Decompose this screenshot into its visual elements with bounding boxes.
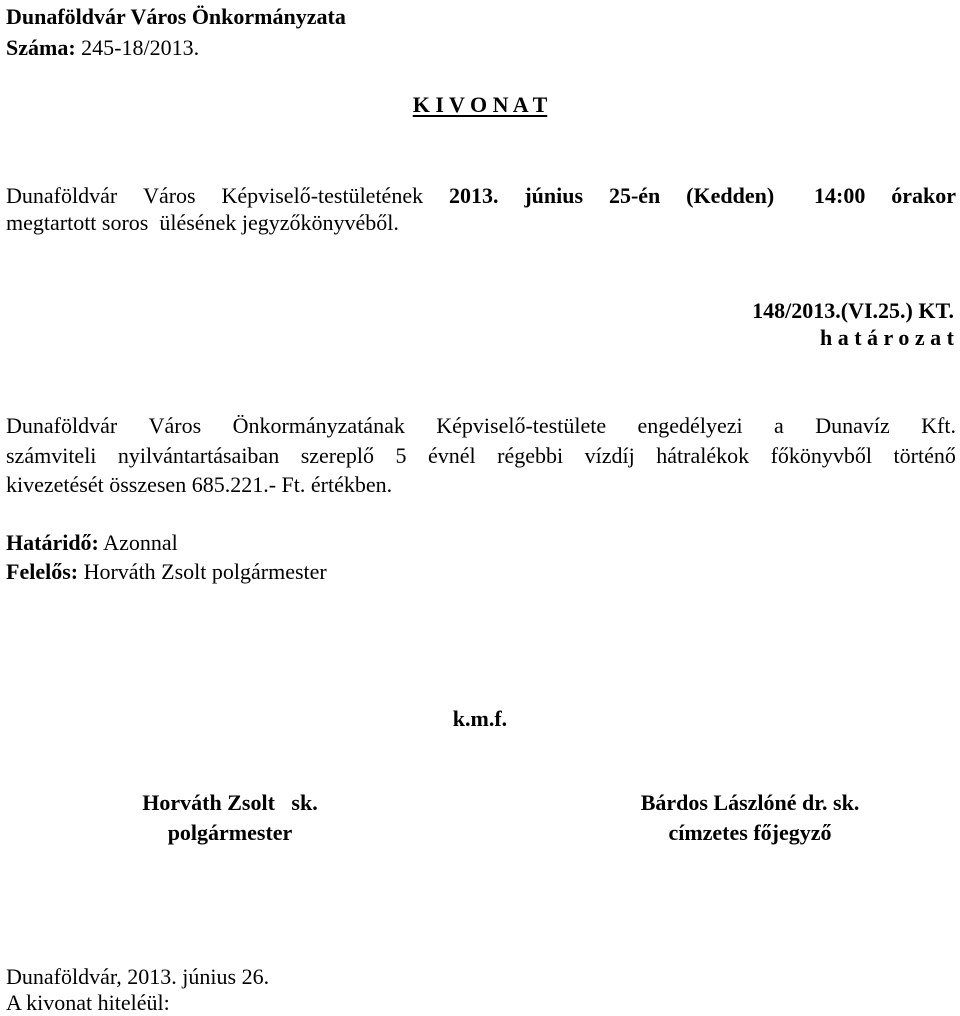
document-number-value: 245-18/2013. [75, 35, 200, 60]
body-word: Dunavíz [815, 413, 890, 438]
body-word: engedélyezi [637, 413, 743, 438]
body-line-1 [6, 413, 956, 439]
signature-notary [600, 790, 900, 850]
intro-word-date-day: 25-én [608, 183, 661, 208]
body-word: szereplő [300, 443, 374, 468]
body-word: Dunaföldvár [6, 413, 118, 438]
signature-mayor [60, 790, 400, 850]
organization-name: Dunaföldvár Város Önkormányzata [6, 4, 346, 29]
kmf-label: k.m.f. [452, 706, 508, 731]
intro-word-weekday: (Kedden) [686, 183, 775, 208]
body-word: főkönyvből [770, 443, 873, 468]
signature-title: címzetes főjegyző [668, 820, 832, 845]
deadline-value: Azonnal [98, 530, 178, 555]
deadline-label: Határidő: [6, 530, 99, 555]
body-word: történő [893, 443, 956, 468]
intro-word-time: 14:00 [814, 183, 866, 208]
body-word: vízdíj [584, 443, 635, 468]
document-title: K I V O N A T [412, 92, 548, 117]
responsible-value: Horváth Zsolt polgármester [78, 559, 327, 584]
body-word: évnél [428, 443, 476, 468]
document-number [6, 35, 199, 61]
footer-certified: A kivonat hiteléül: [6, 990, 170, 1015]
body-line-3: kivezetését összesen 685.221.- Ft. értékben. [6, 472, 393, 497]
body-word: a [774, 413, 784, 438]
intro-line-1 [6, 183, 956, 209]
intro-word: Dunaföldvár [6, 183, 118, 208]
intro-line-2: megtartott soros ülésének jegyzőkönyvéből. [6, 210, 399, 235]
intro-word: Képviselő-testületének [221, 183, 424, 208]
resolution-number: 148/2013.(VI.25.) KT. [752, 298, 954, 323]
intro-word-time-suffix: órakor [891, 183, 956, 208]
body-word: Önkormányzatának [232, 413, 405, 438]
signature-name: Horváth Zsolt sk. [142, 790, 318, 815]
intro-word-date-month: június [524, 183, 584, 208]
body-word: régebbi [497, 443, 564, 468]
responsible-label: Felelős: [6, 559, 79, 584]
footer-date: Dunaföldvár, 2013. június 26. [6, 964, 270, 989]
body-word: hátralékok [656, 443, 750, 468]
intro-word: Város [143, 183, 196, 208]
body-word: 5 [395, 443, 407, 468]
responsible [6, 559, 327, 585]
body-word: Képviselő-testülete [436, 413, 607, 438]
signature-name: Bárdos Lászlóné dr. sk. [640, 790, 860, 815]
document-number-label: Száma: [6, 35, 76, 60]
body-word: Város [148, 413, 202, 438]
body-word: Kft. [921, 413, 956, 438]
deadline [6, 530, 178, 556]
body-word: számviteli [6, 443, 97, 468]
body-word: nyilvántartásaiban [117, 443, 280, 468]
signature-title: polgármester [167, 820, 293, 845]
intro-word-date-year: 2013. [448, 183, 499, 208]
body-line-2 [6, 443, 956, 469]
resolution-kind: h a t á r o z a t [819, 325, 954, 350]
